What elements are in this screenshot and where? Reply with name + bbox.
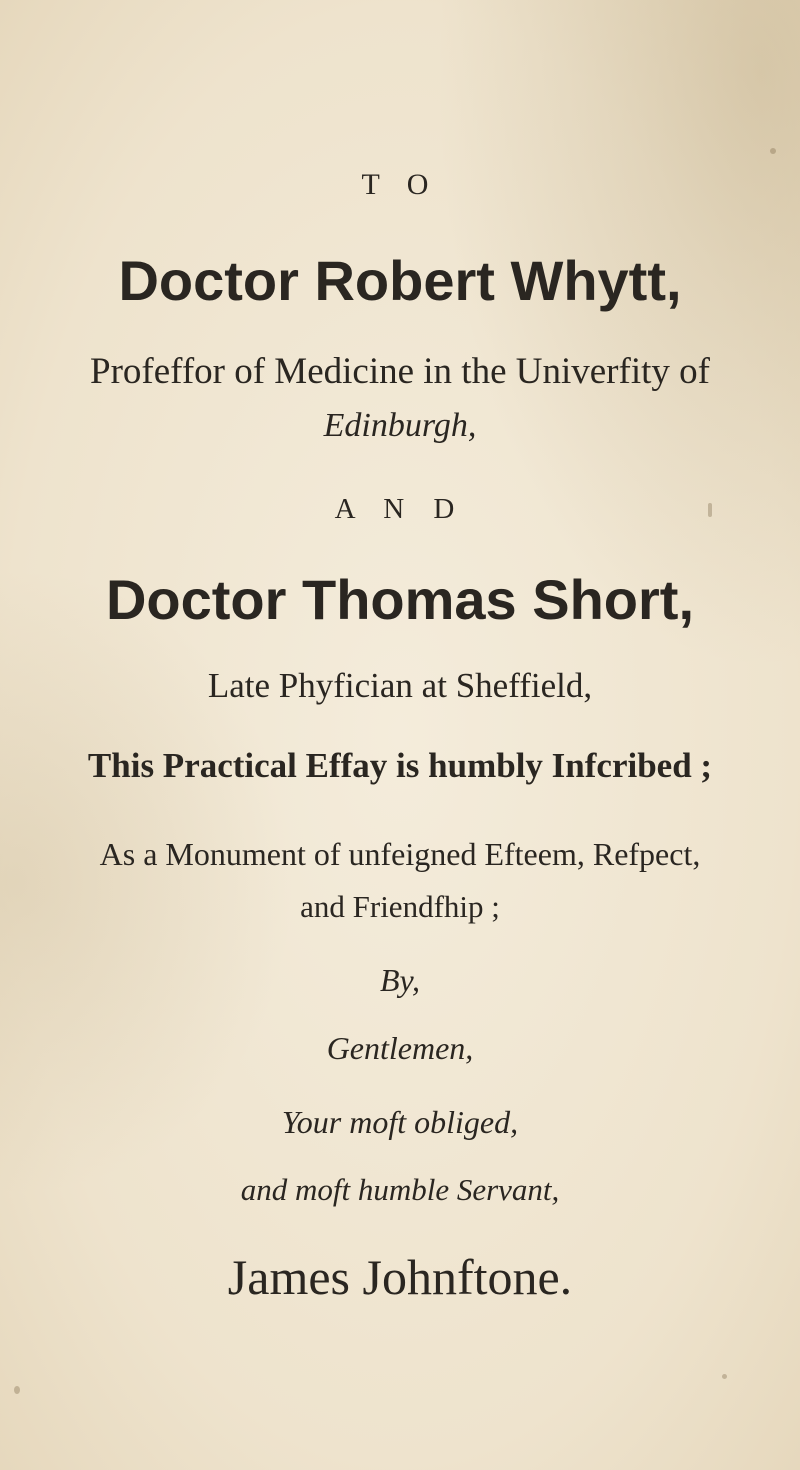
foxing-spot [770, 148, 776, 154]
obliged-line: Your moft obliged, [281, 1104, 519, 1140]
gentlemen-line: Gentlemen, [326, 1030, 474, 1066]
friendship-line: and Friendfhip ; [300, 889, 500, 924]
monument-line: As a Monument of unfeigned Efteem, Refpect, [99, 836, 701, 872]
recipient2-name: Doctor Thomas Short, [105, 568, 695, 631]
recipient1-place: Edinburgh, [323, 407, 477, 444]
foxing-spot [14, 1386, 20, 1394]
servant-line: and moft humble Servant, [240, 1172, 560, 1207]
by-line: By, [380, 962, 420, 998]
inscription-line: This Practical Effay is humbly Infcribed ; [87, 746, 713, 785]
recipient1-title: Profeffor of Medicine in the Univerfity of [90, 351, 710, 392]
recipient2-title: Late Phyfician at Sheffield, [207, 666, 593, 705]
conjunction-and: A N D [334, 493, 466, 525]
foxing-spot [722, 1374, 727, 1379]
foxing-spot [708, 503, 712, 517]
author-signature: James Johnftone. [227, 1249, 573, 1305]
dedication-to: T O [361, 168, 439, 201]
recipient1-name: Doctor Robert Whytt, [118, 249, 682, 312]
